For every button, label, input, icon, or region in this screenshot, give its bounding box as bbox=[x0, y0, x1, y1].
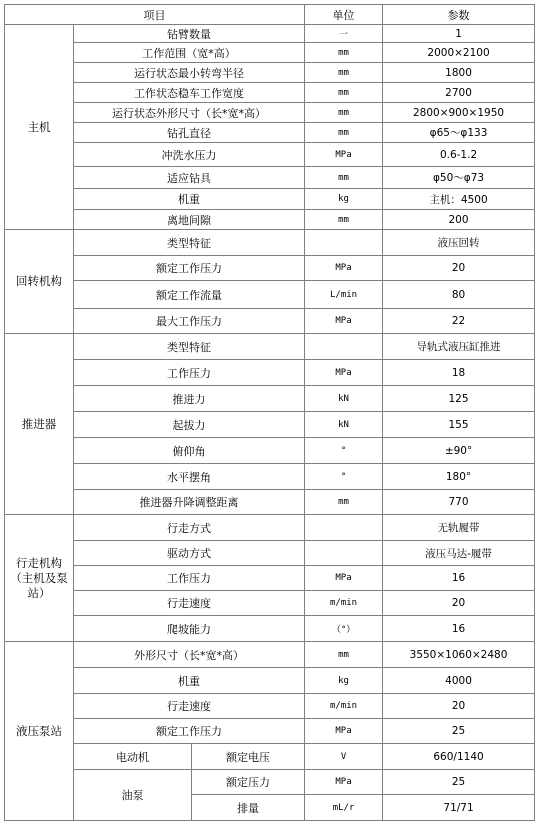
row-value: 20 bbox=[383, 694, 535, 719]
table-row bbox=[5, 123, 535, 143]
row-name: 行走速度 bbox=[74, 591, 305, 616]
table-row bbox=[5, 412, 535, 438]
row-unit bbox=[305, 230, 383, 256]
row-value: 71/71 bbox=[383, 795, 535, 821]
row-unit: （°） bbox=[305, 616, 383, 642]
row-name: 排量 bbox=[192, 795, 305, 821]
row-value: 无轨履带 bbox=[383, 515, 535, 541]
row-name: 工作压力 bbox=[74, 360, 305, 386]
row-unit: MPa bbox=[305, 256, 383, 281]
row-name: 适应钻具 bbox=[74, 167, 305, 189]
row-value: 660/1140 bbox=[383, 744, 535, 770]
row-value: 导轨式液压缸推进 bbox=[383, 334, 535, 360]
row-value: 1800 bbox=[383, 63, 535, 83]
row-value: 22 bbox=[383, 309, 535, 334]
row-unit: mm bbox=[305, 642, 383, 668]
row-value: 3550×1060×2480 bbox=[383, 642, 535, 668]
table-row bbox=[5, 83, 535, 103]
row-name: 最大工作压力 bbox=[74, 309, 305, 334]
row-value: 2000×2100 bbox=[383, 43, 535, 63]
table-row bbox=[5, 668, 535, 694]
header-row bbox=[5, 5, 535, 25]
row-unit: ° bbox=[305, 464, 383, 490]
table-row bbox=[5, 189, 535, 210]
row-value: 80 bbox=[383, 281, 535, 309]
row-name: 机重 bbox=[74, 668, 305, 694]
row-name: 工作压力 bbox=[74, 566, 305, 591]
row-value: 20 bbox=[383, 591, 535, 616]
table-row bbox=[5, 541, 535, 566]
table-row bbox=[5, 143, 535, 167]
row-name: 冲洗水压力 bbox=[74, 143, 305, 167]
section-travel: 行走机构（主机及泵站） bbox=[5, 515, 74, 642]
row-name: 额定工作压力 bbox=[74, 719, 305, 744]
row-unit: kN bbox=[305, 386, 383, 412]
table-row bbox=[5, 490, 535, 515]
table-row bbox=[5, 386, 535, 412]
section-motor: 电动机 bbox=[74, 744, 192, 770]
row-value: 155 bbox=[383, 412, 535, 438]
table-row bbox=[5, 770, 535, 795]
row-unit: ° bbox=[305, 438, 383, 464]
section-oilpump: 油泵 bbox=[74, 770, 192, 821]
row-value: 200 bbox=[383, 210, 535, 230]
row-unit: m/min bbox=[305, 694, 383, 719]
row-value: φ65～φ133 bbox=[383, 123, 535, 143]
row-unit: mm bbox=[305, 83, 383, 103]
row-name: 额定压力 bbox=[192, 770, 305, 795]
section-pump: 液压泵站 bbox=[5, 642, 74, 821]
table-row bbox=[5, 43, 535, 63]
row-name: 行走方式 bbox=[74, 515, 305, 541]
table-row bbox=[5, 719, 535, 744]
row-unit: kg bbox=[305, 668, 383, 694]
row-unit: m/min bbox=[305, 591, 383, 616]
row-name: 运行状态最小转弯半径 bbox=[74, 63, 305, 83]
row-name: 钻孔直径 bbox=[74, 123, 305, 143]
row-value: 2700 bbox=[383, 83, 535, 103]
row-unit: mm bbox=[305, 210, 383, 230]
row-unit: MPa bbox=[305, 770, 383, 795]
table-row bbox=[5, 210, 535, 230]
row-unit: kg bbox=[305, 189, 383, 210]
header-param: 参数 bbox=[383, 5, 535, 25]
table-row bbox=[5, 103, 535, 123]
table-row bbox=[5, 230, 535, 256]
row-name: 俯仰角 bbox=[74, 438, 305, 464]
row-name: 行走速度 bbox=[74, 694, 305, 719]
row-name: 推进力 bbox=[74, 386, 305, 412]
row-name: 机重 bbox=[74, 189, 305, 210]
row-unit: mm bbox=[305, 490, 383, 515]
row-value: 液压马达-履带 bbox=[383, 541, 535, 566]
table-row bbox=[5, 591, 535, 616]
row-name: 工作范围（宽*高） bbox=[74, 43, 305, 63]
table-row bbox=[5, 616, 535, 642]
row-unit: mm bbox=[305, 63, 383, 83]
row-name: 爬坡能力 bbox=[74, 616, 305, 642]
row-unit: MPa bbox=[305, 143, 383, 167]
table-row bbox=[5, 309, 535, 334]
row-value: φ50～φ73 bbox=[383, 167, 535, 189]
section-main: 主机 bbox=[5, 25, 74, 230]
row-unit: mm bbox=[305, 167, 383, 189]
row-value: 18 bbox=[383, 360, 535, 386]
table-row bbox=[5, 642, 535, 668]
table-row bbox=[5, 281, 535, 309]
row-unit bbox=[305, 515, 383, 541]
header-item: 项目 bbox=[5, 5, 305, 25]
row-value: 主机：4500 bbox=[383, 189, 535, 210]
table-row bbox=[5, 256, 535, 281]
table-row bbox=[5, 360, 535, 386]
row-name: 类型特征 bbox=[74, 230, 305, 256]
table-row bbox=[5, 566, 535, 591]
row-value: 25 bbox=[383, 719, 535, 744]
row-unit: mL/r bbox=[305, 795, 383, 821]
row-value: 20 bbox=[383, 256, 535, 281]
row-name: 钻臂数量 bbox=[74, 25, 305, 43]
row-name: 额定工作流量 bbox=[74, 281, 305, 309]
row-name: 推进器升降调整距离 bbox=[74, 490, 305, 515]
row-name: 工作状态稳车工作宽度 bbox=[74, 83, 305, 103]
section-feeder: 推进器 bbox=[5, 334, 74, 515]
row-name: 额定电压 bbox=[192, 744, 305, 770]
table-row bbox=[5, 438, 535, 464]
table-row bbox=[5, 694, 535, 719]
row-unit: V bbox=[305, 744, 383, 770]
row-unit: mm bbox=[305, 123, 383, 143]
spec-table bbox=[4, 4, 535, 821]
row-value: 16 bbox=[383, 566, 535, 591]
row-value: 180° bbox=[383, 464, 535, 490]
header-unit: 单位 bbox=[305, 5, 383, 25]
row-value: 125 bbox=[383, 386, 535, 412]
section-rotary: 回转机构 bbox=[5, 230, 74, 334]
row-value: ±90° bbox=[383, 438, 535, 464]
row-unit: MPa bbox=[305, 566, 383, 591]
row-name: 额定工作压力 bbox=[74, 256, 305, 281]
row-name: 离地间隙 bbox=[74, 210, 305, 230]
table-row bbox=[5, 464, 535, 490]
row-value: 16 bbox=[383, 616, 535, 642]
row-value: 1 bbox=[383, 25, 535, 43]
row-name: 运行状态外形尺寸（长*宽*高） bbox=[74, 103, 305, 123]
table-row bbox=[5, 515, 535, 541]
row-value: 25 bbox=[383, 770, 535, 795]
row-name: 类型特征 bbox=[74, 334, 305, 360]
row-unit: mm bbox=[305, 103, 383, 123]
row-unit: L/min bbox=[305, 281, 383, 309]
row-unit: mm bbox=[305, 43, 383, 63]
row-value: 4000 bbox=[383, 668, 535, 694]
row-value: 液压回转 bbox=[383, 230, 535, 256]
row-unit: MPa bbox=[305, 309, 383, 334]
row-name: 驱动方式 bbox=[74, 541, 305, 566]
table-row bbox=[5, 63, 535, 83]
row-unit: MPa bbox=[305, 360, 383, 386]
table-row bbox=[5, 25, 535, 43]
row-unit: MPa bbox=[305, 719, 383, 744]
row-unit: 一 bbox=[305, 25, 383, 43]
row-value: 770 bbox=[383, 490, 535, 515]
row-unit: kN bbox=[305, 412, 383, 438]
table-row bbox=[5, 744, 535, 770]
row-name: 水平摆角 bbox=[74, 464, 305, 490]
table-row bbox=[5, 334, 535, 360]
row-unit bbox=[305, 541, 383, 566]
row-name: 外形尺寸（长*宽*高） bbox=[74, 642, 305, 668]
row-unit bbox=[305, 334, 383, 360]
table-row bbox=[5, 167, 535, 189]
row-value: 2800×900×1950 bbox=[383, 103, 535, 123]
row-name: 起拔力 bbox=[74, 412, 305, 438]
row-value: 0.6-1.2 bbox=[383, 143, 535, 167]
